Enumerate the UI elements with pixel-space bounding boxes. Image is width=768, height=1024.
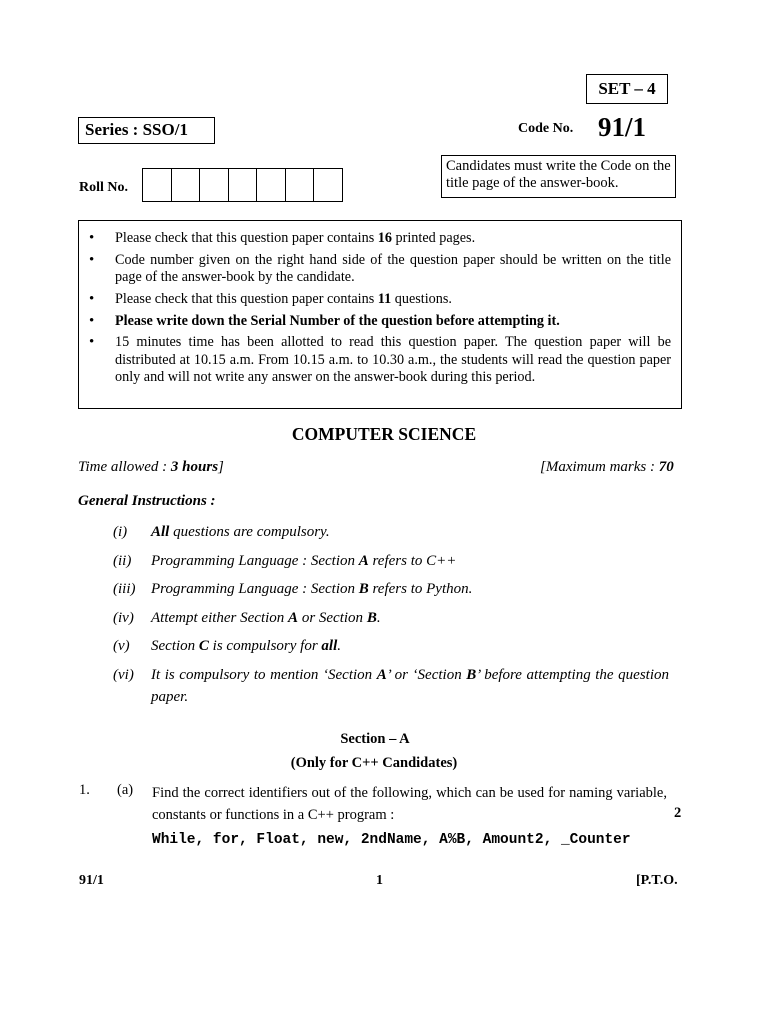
roll-number-digit-box	[142, 168, 172, 202]
emphasis-text: A	[376, 666, 387, 683]
emphasis-text: C	[198, 638, 209, 654]
question-marks: 2	[674, 805, 682, 821]
instructions-box	[78, 220, 682, 409]
roll-number-digit-box	[313, 168, 343, 202]
instruction-post: questions.	[391, 290, 452, 307]
roll-number-boxes	[143, 168, 343, 202]
instruction-text: ’ before attempting the question paper.	[151, 666, 669, 705]
general-instruction-text	[151, 550, 669, 572]
code-value: 91/1	[598, 112, 647, 142]
general-instruction-item	[113, 550, 669, 572]
emphasis-text: A	[288, 609, 299, 626]
instruction-text: Programming Language : Section	[151, 581, 359, 597]
instruction-bold: Please write down the Serial Number of the question before attempting it.	[115, 312, 560, 329]
set-number-box: SET – 4	[586, 74, 668, 104]
general-instruction-number: (i)	[113, 524, 128, 540]
general-instruction-number: (ii)	[113, 552, 132, 569]
code-label: Code No.	[518, 121, 574, 136]
footer-pto: [P.T.O.	[636, 873, 678, 888]
roll-number-digit-box	[285, 168, 315, 202]
roll-number-label: Roll No.	[79, 180, 128, 195]
roll-number-digit-box	[171, 168, 201, 202]
emphasis-text: all	[321, 638, 338, 654]
instruction-text: ’ or ‘Section	[386, 666, 467, 683]
instruction-text: Section	[151, 638, 199, 654]
subject-title: COMPUTER SCIENCE	[291, 424, 477, 444]
emphasis-text: A	[358, 552, 369, 569]
question-part: (a)	[117, 782, 134, 798]
candidate-note-box: Candidates must write the Code on the title page of the answer-book.	[441, 155, 676, 198]
instruction-text: or Section	[298, 609, 367, 626]
emphasis-text: B	[358, 581, 369, 597]
series-box: Series : SSO/1	[78, 117, 215, 144]
emphasis-text: B	[466, 666, 477, 683]
section-subtitle: (Only for C++ Candidates)	[290, 755, 458, 771]
maximum-marks	[540, 459, 674, 476]
general-instruction-text	[151, 578, 669, 600]
footer-code: 91/1	[79, 873, 104, 888]
instruction-text: Attempt either Section	[151, 609, 289, 626]
instruction-text: refers to C++	[368, 552, 457, 569]
instruction-bold: 16	[377, 230, 392, 246]
general-instruction-text	[151, 635, 669, 657]
general-instruction-item	[113, 607, 669, 629]
roll-number-digit-box	[228, 168, 258, 202]
general-instruction-number: (iii)	[113, 581, 136, 597]
instruction-text: .	[337, 638, 342, 654]
section-title: Section – A	[340, 731, 410, 747]
general-instruction-item	[113, 521, 669, 543]
instruction-text: It is compulsory to mention ‘Section	[151, 666, 377, 683]
general-instructions-title: General Instructions :	[78, 493, 216, 509]
time-allowed-label: Time allowed :	[78, 459, 171, 475]
instruction-text: refers to Python.	[368, 581, 473, 597]
general-instruction-item	[113, 578, 669, 600]
instruction-item	[115, 291, 671, 308]
general-instruction-item	[113, 664, 669, 708]
question-code: While, for, Float, new, 2ndName, A%B, Amount2, _Counter	[152, 832, 631, 848]
footer-page-number: 1	[376, 873, 383, 888]
instruction-pre: Please check that this question paper contains	[115, 230, 378, 246]
general-instruction-number: (iv)	[113, 609, 134, 626]
general-instruction-number: (v)	[113, 638, 130, 654]
instruction-item	[115, 313, 671, 330]
general-instruction-number: (vi)	[113, 666, 134, 683]
instruction-pre: Please check that this question paper contains	[115, 290, 378, 307]
emphasis-text: All	[151, 524, 170, 540]
max-marks-value: 70	[658, 459, 674, 475]
general-instruction-text	[151, 607, 669, 629]
emphasis-text: B	[366, 609, 377, 626]
time-allowed	[78, 459, 224, 476]
max-marks-label: [Maximum marks :	[540, 459, 659, 475]
general-instruction-text	[151, 664, 669, 708]
general-instructions-list	[113, 521, 669, 714]
instruction-text: is compulsory for	[208, 638, 322, 654]
general-instruction-item	[113, 635, 669, 657]
instruction-post: printed pages.	[391, 230, 476, 246]
instruction-bold: 11	[377, 290, 392, 307]
time-allowed-value: 3 hours	[170, 459, 219, 475]
instruction-item	[115, 230, 671, 247]
general-instruction-text	[151, 521, 669, 543]
roll-number-digit-box	[199, 168, 229, 202]
instruction-pre: 15 minutes time has been allotted to read this question paper. The question paper will be distributed at 10.15 a.m. From 10.15 a.m. to 10.30 a.m., the students will read the question paper only and will not write any answer on the answer-book during this period.	[115, 334, 671, 386]
instruction-text: questions are compulsory.	[169, 524, 330, 540]
question-text: Find the correct identifiers out of the following, which can be used for naming variable, constants or functions in a C++ program :	[152, 785, 667, 823]
roll-number-digit-box	[256, 168, 286, 202]
instruction-pre: Code number given on the right hand side of the question paper should be written on the title page of the answer-book by the candidate.	[115, 251, 671, 286]
time-allowed-suffix: ]	[218, 459, 224, 475]
instructions-list	[79, 221, 681, 386]
instruction-item	[115, 252, 671, 287]
instruction-text: Programming Language : Section	[151, 552, 359, 569]
instruction-text: .	[376, 609, 381, 626]
instruction-item	[115, 334, 671, 386]
question-number: 1.	[79, 782, 90, 798]
